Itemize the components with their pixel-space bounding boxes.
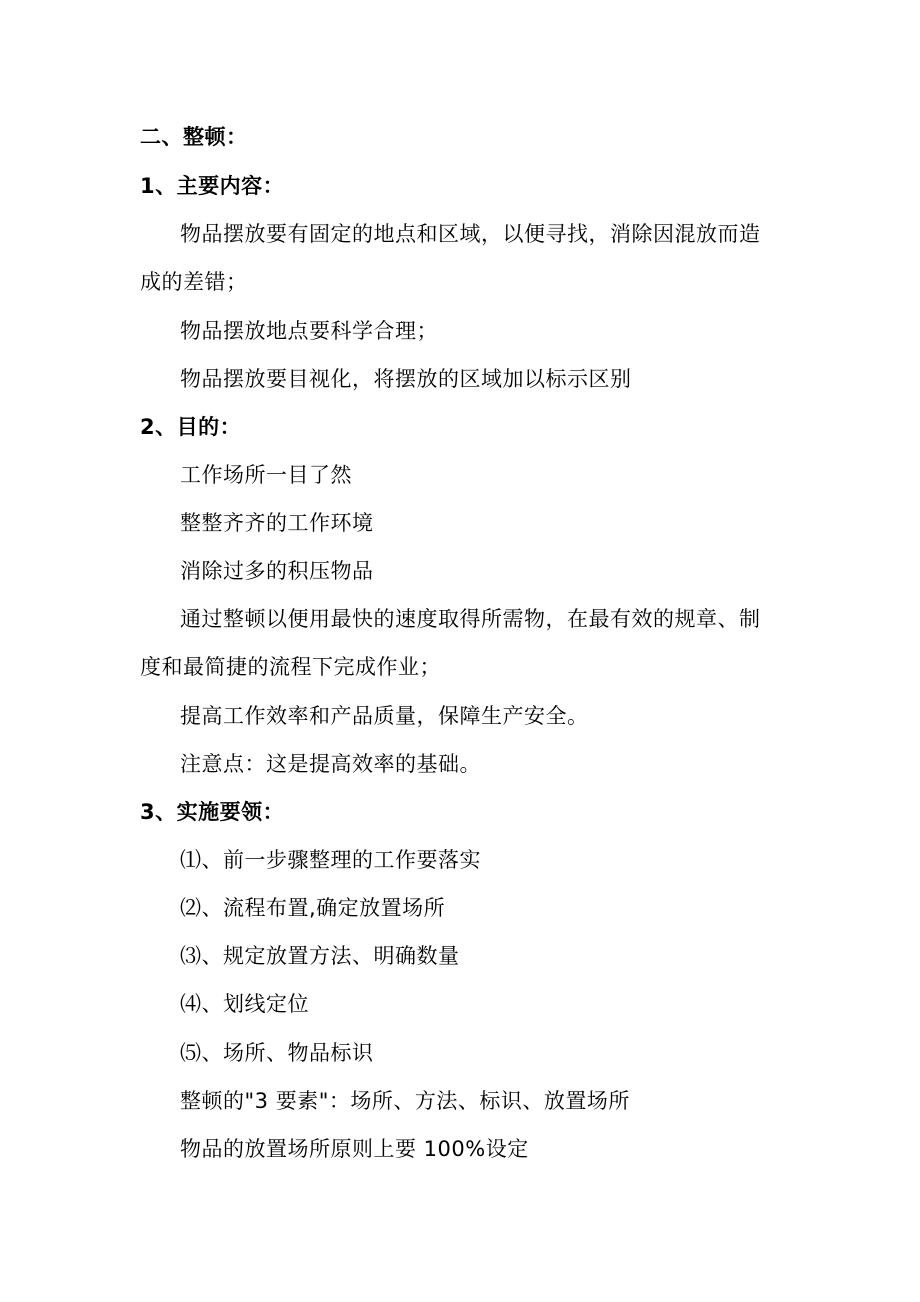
part2-item2: 整整齐齐的工作环境 (180, 511, 374, 535)
part2-item5: 提高工作效率和产品质量，保障生产安全。 (180, 704, 589, 728)
part1-para2: 物品摆放地点要科学合理； (180, 319, 438, 343)
part3-step-3: ⑶、规定放置方法、明确数量 (180, 944, 460, 968)
part2-heading: 2、目的： (140, 415, 242, 439)
part2-item4-line2: 度和最简捷的流程下完成作业； (140, 655, 441, 679)
part2-item1: 工作场所一目了然 (180, 463, 352, 487)
part3-elements: 整顿的"3 要素"：场所、方法、标识、放置场所 (180, 1089, 630, 1113)
part2-note: 注意点：这是提高效率的基础。 (180, 752, 481, 776)
part3-step-1: ⑴、前一步骤整理的工作要落实 (180, 848, 481, 872)
part1-para1-line1: 物品摆放要有固定的地点和区域，以便寻找，消除因混放而造 (180, 222, 761, 246)
part3-step-5: ⑸、场所、物品标识 (180, 1041, 374, 1065)
part2-item4-line1: 通过整顿以便用最快的速度取得所需物，在最有效的规章、制 (180, 607, 761, 631)
part3-heading: 3、实施要领： (140, 800, 285, 824)
part3-step-2: ⑵、流程布置,确定放置场所 (180, 896, 446, 920)
section-title: 二、整顿： (140, 125, 248, 149)
part1-heading: 1、主要内容： (140, 174, 285, 198)
part2-item3: 消除过多的积压物品 (180, 559, 374, 583)
part1-para3: 物品摆放要目视化，将摆放的区域加以标示区别 (180, 367, 632, 391)
part3-step-4: ⑷、划线定位 (180, 992, 309, 1016)
part1-para1-line2: 成的差错； (140, 270, 248, 294)
part3-principle: 物品的放置场所原则上要 100%设定 (180, 1137, 529, 1161)
